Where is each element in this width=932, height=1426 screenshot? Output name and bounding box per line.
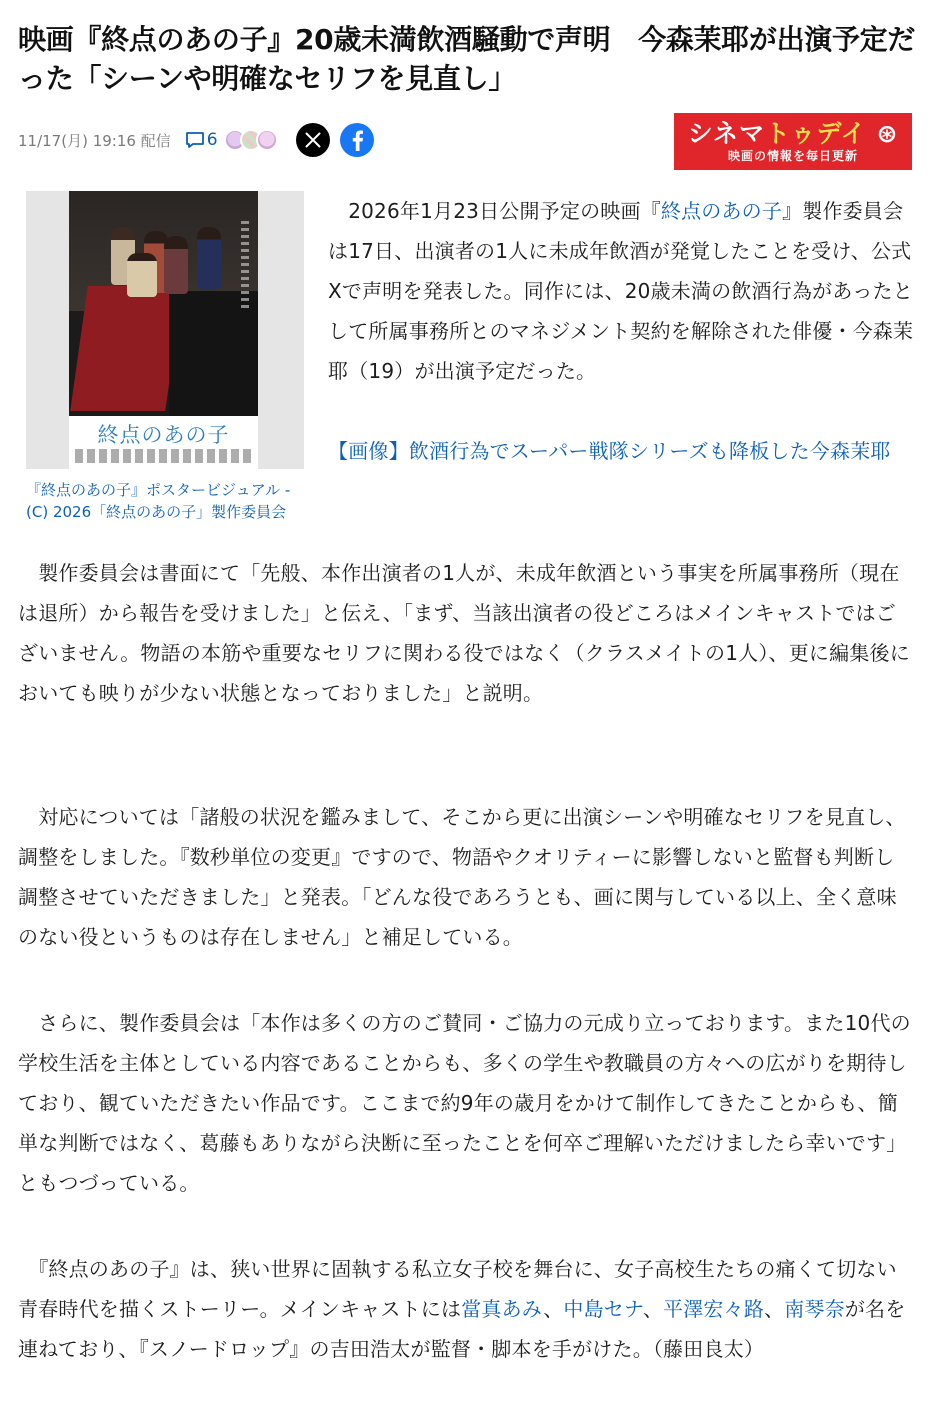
- poster-figure: [197, 227, 221, 289]
- comment-link[interactable]: [185, 130, 218, 150]
- publish-date: 11/17(月) 19:16 配信: [18, 131, 171, 150]
- image-caption[interactable]: 『終点のあの子』ポスタービジュアル - (C) 2026「終点のあの子」製作委員会: [26, 481, 291, 521]
- paragraph-5: [18, 1249, 914, 1369]
- reaction-emoji-icon: [256, 129, 278, 151]
- p5-text-b: が名を連ねており、『スノードロップ』の吉田浩太が監督・脚本を手がけた。（藤田良太）: [18, 1297, 906, 1361]
- poster-figure: [164, 236, 188, 294]
- poster-visual: [69, 191, 258, 469]
- logo-text-a: シネマ: [687, 118, 765, 148]
- comment-icon: [185, 131, 205, 149]
- p5-sep: 、: [543, 1297, 564, 1321]
- cast-link-4[interactable]: 南琴奈: [784, 1297, 845, 1321]
- comment-count: 6: [206, 130, 218, 150]
- cast-link-1[interactable]: 當真あみ: [461, 1297, 544, 1321]
- logo-text-b: トゥデイ: [764, 118, 867, 148]
- paragraph-4: さらに、製作委員会は「本作は多くの方のご賛同・ご協力の元成り立っております。また10代の学校生活を主体としている内容であることからも、多くの学生や教職員の方々への広がりを期待しており、観ていただきたい作品です。ここまで約9年の歳月をかけて制作してきたことからも、簡単な判断ではなく、葛藤もありながら決断に至ったことを何卒ご理解いただけましたら幸いです」ともつづっている。: [18, 1011, 911, 1195]
- article-figure: [26, 191, 304, 523]
- movie-title-link[interactable]: 終点のあの子: [660, 199, 783, 223]
- poster-figure: [127, 253, 157, 297]
- poster-vertical-copy: [241, 221, 249, 311]
- reaction-emojis[interactable]: [224, 129, 278, 151]
- facebook-icon: [349, 129, 365, 151]
- related-image-link[interactable]: 【画像】飲酒行為でスーパー戦隊シリーズも降板した今森茉耶: [328, 439, 891, 463]
- paragraph-3: 対応については「諸般の状況を鑑みまして、そこから更に出演シーンや明確なセリフを見直し、調整をしました。『数秒単位の変更』ですので、物語やクオリティーに影響しないと監督も判断し調整させていただきました」と発表。「どんな役であろうとも、画に関与している以上、全く意味のない役というものは存在しません」と補足している。: [18, 805, 906, 949]
- logo-wordmark: [688, 120, 899, 148]
- poster-title: 終点のあの子: [97, 423, 230, 447]
- share-x-button[interactable]: [296, 123, 330, 157]
- logo-tagline: 映画の情報を毎日更新: [727, 148, 858, 163]
- p5-sep: 、: [642, 1297, 664, 1321]
- film-reel-icon: ⊛: [866, 118, 899, 148]
- p1-text-a: 2026年1月23日公開予定の映画『: [328, 199, 661, 223]
- poster-credits: [75, 449, 252, 463]
- p1-text-b: 』製作委員会は17日、出演者の1人に未成年飲酒が発覚したことを受け、公式Xで声明を発表した。同作には、20歳未満の飲酒行為があったとして所属事務所とのマネジメント契約を解除された俳優・今森茉耶（19）が出演予定だった。: [328, 199, 914, 383]
- cinematoday-logo[interactable]: [674, 113, 912, 170]
- share-facebook-button[interactable]: [340, 123, 374, 157]
- cast-link-2[interactable]: 中島セナ: [563, 1297, 643, 1321]
- p5-sep: 、: [764, 1297, 785, 1321]
- paragraph-2: 製作委員会は書面にて「先般、本作出演者の1人が、未成年飲酒という事実を所属事務所（現在は退所）から報告を受けました」と伝え、「まず、当該出演者の役どころはメインキャストではございません。物語の本筋や重要なセリフに関わる役ではなく（クラスメイトの1人）、更に編集後においても映りが少ない状態となっておりました」と説明。: [18, 561, 910, 705]
- poster-image[interactable]: [26, 191, 304, 469]
- x-logo-icon: [305, 132, 321, 148]
- p5-text-a: 『終点のあの子』は、狭い世界に固執する私立女子校を舞台に、女子高校生たちの痛くて切ない青春時代を描くストーリー。メインキャストには: [18, 1257, 897, 1321]
- article-meta: [18, 122, 374, 158]
- cast-link-3[interactable]: 平澤宏々路: [663, 1297, 765, 1321]
- poster-carpet: [70, 286, 183, 411]
- paragraph-1: [328, 191, 914, 391]
- article-headline: 映画『終点のあの子』20歳未満飲酒騒動で声明 今森茉耶が出演予定だった「シーンや明確なセリフを見直し」: [18, 23, 916, 95]
